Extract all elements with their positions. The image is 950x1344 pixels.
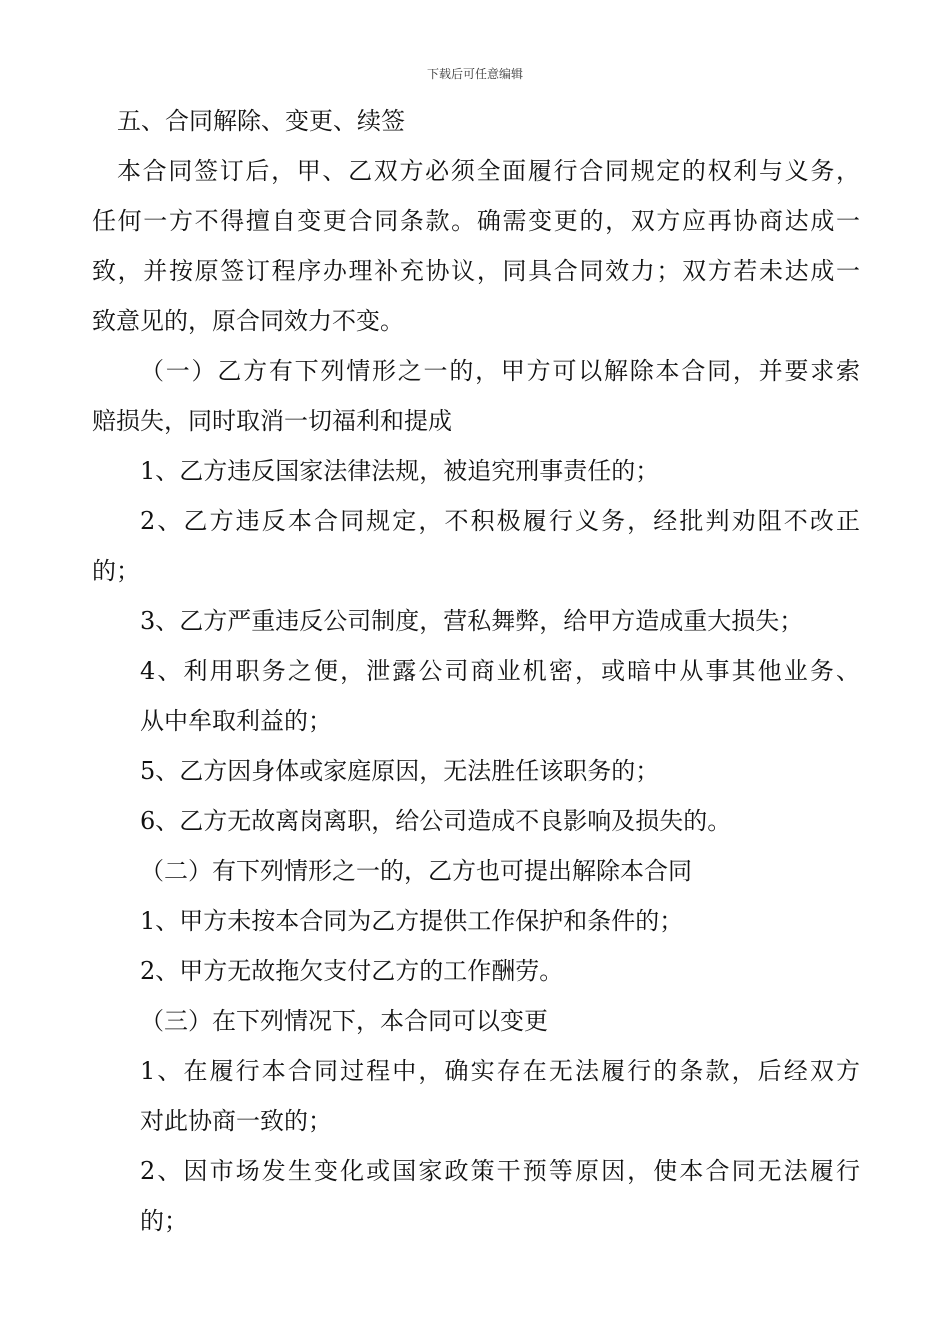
subsection-1-heading-line-2: 赔损失，同时取消一切福利和提成 bbox=[92, 407, 452, 435]
list-item: 1、乙方违反国家法律法规，被追究刑事责任的； bbox=[140, 457, 660, 485]
list-item: 1、在履行本合同过程中，确实存在无法履行的条款，后经双方 bbox=[140, 1057, 860, 1085]
subsection-1-heading-line-1: （一）乙方有下列情形之一的，甲方可以解除本合同，并要求索 bbox=[140, 357, 860, 385]
list-item: 6、乙方无故离岗离职，给公司造成不良影响及损失的。 bbox=[140, 807, 732, 835]
list-item: 2、甲方无故拖欠支付乙方的工作酬劳。 bbox=[140, 957, 564, 985]
list-item: 1、甲方未按本合同为乙方提供工作保护和条件的； bbox=[140, 907, 684, 935]
list-item: 2、因市场发生变化或国家政策干预等原因，使本合同无法履行 bbox=[140, 1157, 860, 1185]
list-item-continuation: 对此协商一致的； bbox=[140, 1107, 332, 1135]
intro-paragraph-line-4: 致意见的，原合同效力不变。 bbox=[92, 307, 404, 335]
list-item-continuation: 从中牟取利益的； bbox=[140, 707, 332, 735]
subsection-3-heading: （三）在下列情况下，本合同可以变更 bbox=[140, 1007, 548, 1035]
list-item: 2、乙方违反本合同规定，不积极履行义务，经批判劝阻不改正 bbox=[140, 507, 860, 535]
intro-paragraph-line-2: 任何一方不得擅自变更合同条款。确需变更的，双方应再协商达成一 bbox=[92, 207, 860, 235]
intro-paragraph-line-3: 致，并按原签订程序办理补充协议，同具合同效力；双方若未达成一 bbox=[92, 257, 860, 285]
list-item: 3、乙方严重违反公司制度，营私舞弊，给甲方造成重大损失； bbox=[140, 607, 804, 635]
intro-paragraph-line-1: 本合同签订后，甲、乙双方必须全面履行合同规定的权利与义务， bbox=[117, 157, 860, 185]
list-item-continuation: 的； bbox=[140, 1207, 188, 1235]
list-item: 4、利用职务之便，泄露公司商业机密，或暗中从事其他业务、 bbox=[140, 657, 860, 685]
list-item-continuation: 的； bbox=[92, 557, 140, 585]
section-title: 五、合同解除、变更、续签 bbox=[117, 107, 405, 135]
subsection-2-heading: （二）有下列情形之一的，乙方也可提出解除本合同 bbox=[140, 857, 692, 885]
page-header: 下载后可任意编辑 bbox=[426, 67, 523, 81]
list-item: 5、乙方因身体或家庭原因，无法胜任该职务的； bbox=[140, 757, 660, 785]
